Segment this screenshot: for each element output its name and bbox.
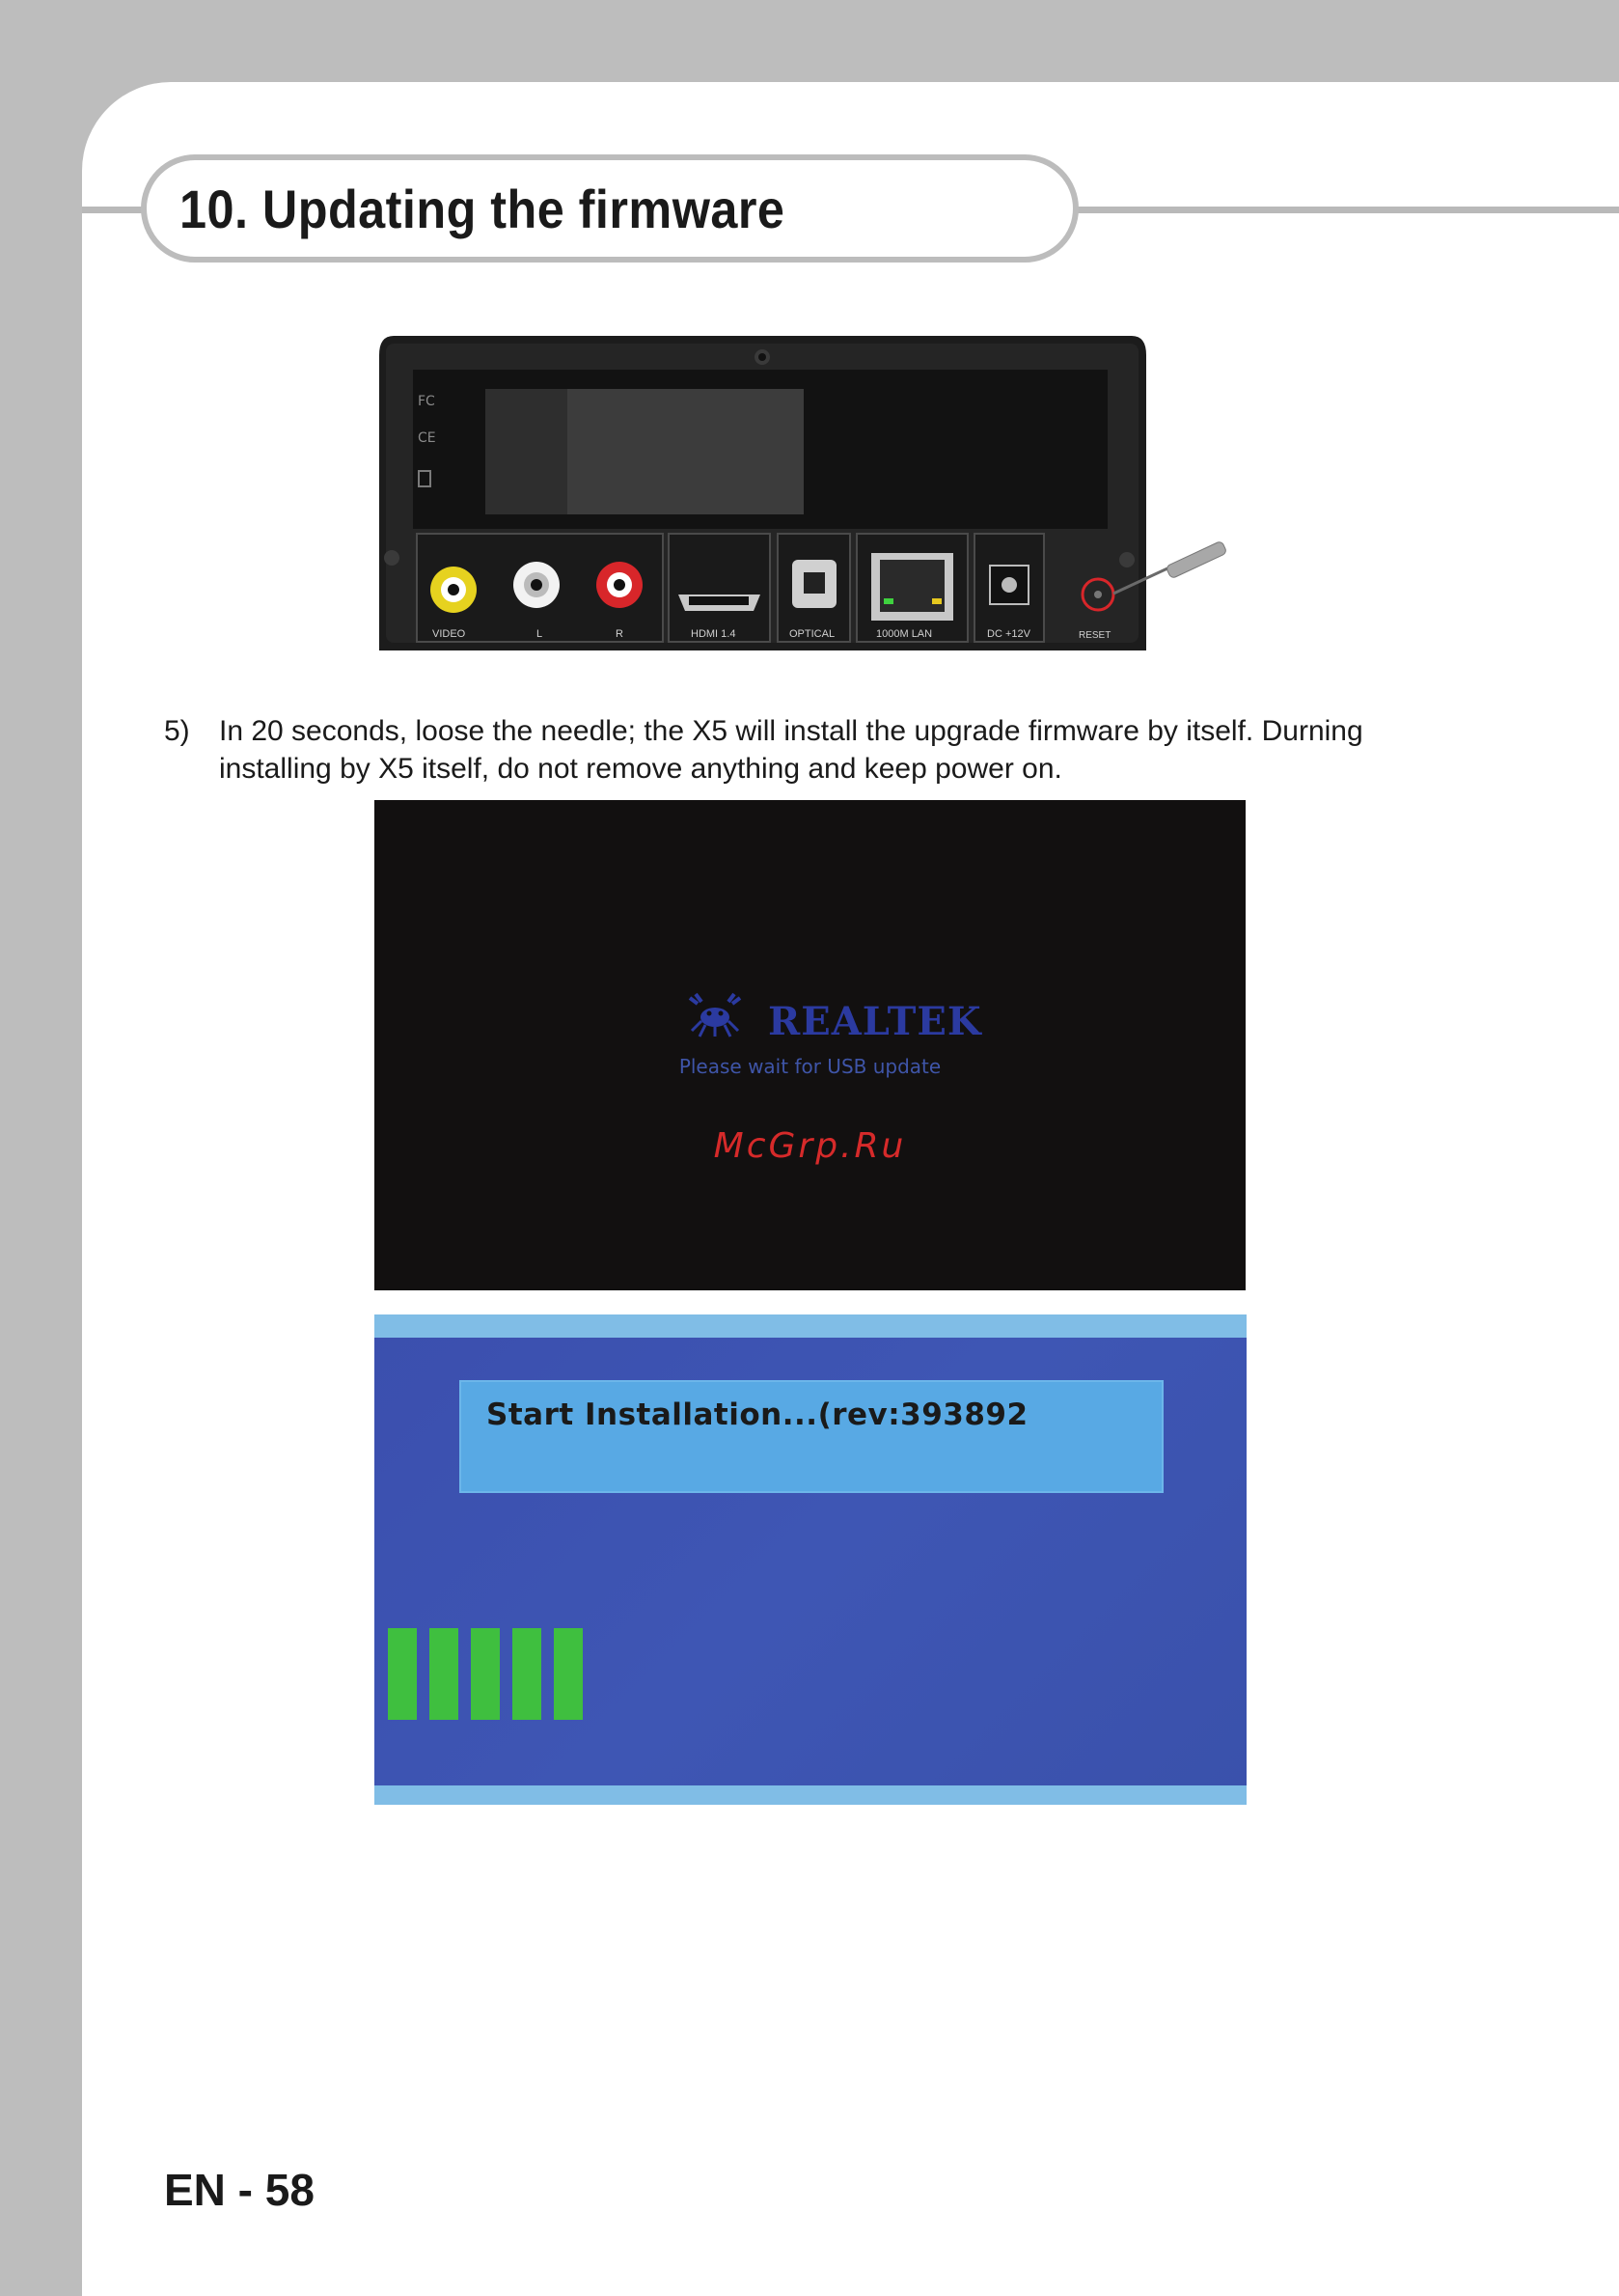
progress-block [429,1628,458,1720]
watermark: McGrp.Ru [713,1126,907,1166]
device-rear-panel-photo [374,336,1151,650]
progress-block [471,1628,500,1720]
page-number: EN - 58 [164,2165,315,2215]
port-label: RESET [1079,630,1111,641]
realtek-brand: REALTEK [768,999,982,1044]
realtek-boot-screen [374,800,1246,1290]
install-top-band [374,1314,1247,1338]
port-label: HDMI 1.4 [691,628,736,640]
install-bottom-band [374,1785,1247,1805]
needle-tool-icon [1110,536,1245,603]
step-number: 5) [164,715,190,747]
svg-text:FC: FC [418,394,435,409]
installation-screen [374,1314,1247,1805]
port-label: DC +12V [987,628,1030,640]
boot-status-text: Please wait for USB update [678,1055,942,1078]
port-label: 1000M LAN [876,628,933,640]
svg-text:CE: CE [418,430,436,446]
progress-block [512,1628,541,1720]
port-label: L [536,628,543,640]
port-label: OPTICAL [789,628,836,640]
page-title: 10. Updating the firmware [179,179,785,239]
port-label: R [616,628,623,640]
port-label: VIDEO [432,628,466,640]
progress-block [388,1628,417,1720]
progress-block [554,1628,583,1720]
realtek-crab-logo-icon [688,988,742,1038]
install-message: Start Installation...(rev:393892 [486,1397,1029,1432]
step-text: In 20 seconds, loose the needle; the X5 will install the upgrade firmware by itself. Durning installing by X5 itself, do not remove anything and keep power on. [219,715,1363,785]
install-progress-bar [388,1628,639,1720]
